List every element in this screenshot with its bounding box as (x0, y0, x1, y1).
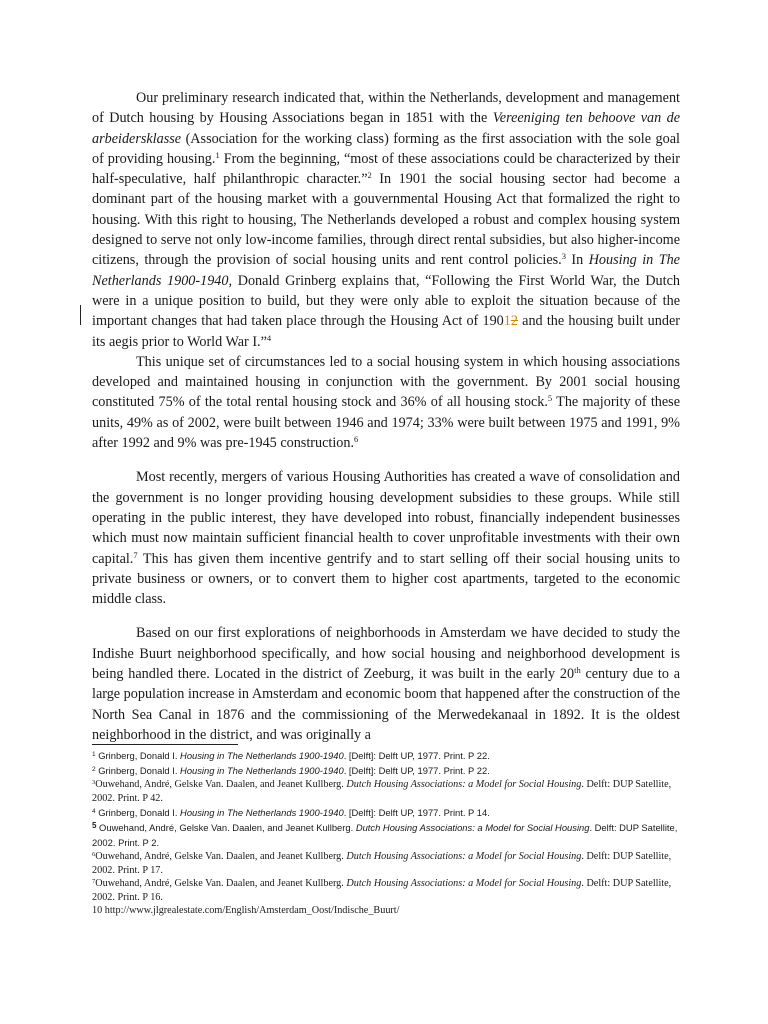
document-body (92, 88, 680, 745)
text-run: In 1901 the social housing sector had become a dominant part of the housing market with a gouvernmental Housing Act that formalized the right to housing. With this right to housing, The Netherlands developed a robust and complex housing system designed to serve not only low-income families, through direct rental subsidies, but also higher-income citizens, through the provision of social housing units and rent control policies. (92, 171, 680, 269)
footnote-title: Dutch Housing Associations: a Model for Social Housing (346, 851, 582, 862)
footnote-ref[interactable]: 6 (354, 434, 359, 445)
footnote-text: . [Delft]: Delft UP, 1977. Print. P 14. (343, 807, 490, 818)
footnote-7 (92, 877, 692, 904)
footnote-title: Dutch Housing Associations: a Model for Social Housing (346, 779, 582, 790)
ordinal-suffix: th (574, 665, 581, 676)
footnote-text: Grinberg, Donald I. (95, 750, 181, 761)
italic-title: Vereeniging ten behoove van de arbeidersklasse (92, 110, 681, 147)
footnote-text: . Delft: DUP Satellite, 2002. Print. P 16. (92, 878, 672, 903)
text-run: This unique set of circumstances led to a social housing system in which housing associations developed and maintained housing in conjunction with the government. By 2001 social housing constituted 75% of the total rental housing stock and 36% of all housing stock. (92, 353, 680, 411)
text-run: century due to a large population increase in Amsterdam and economic boom that happened after the construction of the North Sea Canal in 1876 and the commissioning of the Merwedekanaal in 1892. It is the oldest neighborhood in the district, and was originally a (92, 666, 681, 743)
footnote-number: 1 (92, 751, 96, 758)
footnote-link[interactable]: 10 http://www.jlgrealestate.com/English/Amsterdam_Oost/Indische_Buurt/ (92, 905, 400, 916)
footnote-title: Dutch Housing Associations: a Model for Social Housing (355, 822, 590, 833)
text-run: Donald Grinberg explains that, “Following the First World War, the Dutch were in a unique position to build, but they were only able to exploit the situation because of the important changes that had taken place through the Housing Act of 190 (92, 272, 680, 330)
footnote-title: Housing in The Netherlands 1900-1940 (180, 750, 344, 761)
footnote-number: 7 (92, 878, 96, 885)
paragraph-3 (92, 467, 680, 609)
footnote-ref[interactable]: 7 (133, 549, 138, 560)
footnote-text: . Delft: DUP Satellite, 2002. Print. P 2. (92, 822, 678, 848)
footnote-4 (92, 805, 692, 820)
footnote-ref[interactable]: 1 (215, 149, 220, 160)
footnote-number: 3 (92, 779, 96, 786)
footnote-ref[interactable]: 2 (367, 170, 372, 181)
footnote-5 (92, 820, 692, 850)
paragraph-2 (92, 352, 680, 453)
footnote-title: Housing in The Netherlands 1900-1940 (180, 765, 344, 776)
footnote-separator (92, 744, 238, 745)
footnote-text: . [Delft]: Delft UP, 1977. Print. P 22. (343, 765, 490, 776)
footnote-text: . Delft: DUP Satellite, 2002. Print. P 42. (92, 779, 672, 804)
tracked-deletion[interactable]: 2 (510, 313, 518, 330)
footnote-2 (92, 763, 692, 778)
footnote-number: 4 (92, 808, 96, 815)
paragraph-gap (92, 609, 680, 623)
paragraph-gap (92, 453, 680, 467)
italic-title: Housing in The Netherlands 1900-1940, (92, 252, 680, 289)
footnote-text: . [Delft]: Delft UP, 1977. Print. P 22. (343, 750, 490, 761)
footnote-title: Dutch Housing Associations: a Model for Social Housing (346, 878, 582, 889)
footnote-number: 5 (92, 821, 97, 830)
text-run: (Association for the working class) forming as the first association with the sole goal of providing housing. (92, 130, 680, 167)
footnote-text: Grinberg, Donald I. (95, 765, 181, 776)
footnote-text: Ouwehand, André, Gelske Van. Daalen, and Jeanet Kullberg. (96, 822, 356, 833)
footnote-text: Ouwehand, André, Gelske Van. Daalen, and Jeanet Kullberg. (95, 779, 347, 790)
text-run: and the housing built under its aegis prior to World War I.” (92, 313, 680, 350)
text-run: Most recently, mergers of various Housing Authorities has created a wave of consolidation and the government is no longer providing housing development subsidies to these groups. While still operating in the public interest, they have developed into robust, financially independent businesses which must now maintain sufficient financial health to cover unprofitable investments with their own capital. (92, 469, 680, 567)
paragraph-1 (92, 88, 680, 352)
footnote-number: 6 (92, 851, 96, 858)
tracked-insertion[interactable]: 1 (503, 313, 511, 330)
footnotes (92, 748, 692, 918)
footnote-ref[interactable]: 4 (266, 332, 272, 343)
text-run: This has given them incentive gentrify and to start selling off their social housing units to private business or owners, or to convert them to higher cost apartments, targeted to the economic middle class. (92, 550, 680, 608)
footnote-text: Grinberg, Donald I. (95, 807, 181, 818)
footnote-title: Housing in The Netherlands 1900-1940 (180, 807, 344, 818)
text-run: From the beginning, “most of these associations could be characterized by their half-speculative, half philanthropic character.” (92, 150, 681, 188)
footnote-text: . Delft: DUP Satellite, 2002. Print. P 17. (92, 851, 672, 876)
footnote-ref[interactable]: 5 (547, 393, 553, 404)
footnote-text: Ouwehand, André, Gelske Van. Daalen, and Jeanet Kullberg. (95, 851, 347, 862)
footnote-number: 2 (92, 766, 96, 773)
revision-change-bar (80, 305, 81, 325)
footnote-url (92, 904, 692, 918)
footnote-1 (92, 748, 692, 763)
footnote-3 (92, 778, 692, 805)
footnote-ref[interactable]: 3 (561, 251, 566, 262)
text-run: In (565, 252, 589, 269)
text-run: Our preliminary research indicated that, within the Netherlands, development and management of Dutch housing by Housing Associations began in 1851 with the (92, 90, 680, 127)
paragraph-4 (92, 623, 680, 745)
footnote-6 (92, 850, 692, 877)
text-run: Based on our first explorations of neighborhoods in Amsterdam we have decided to study the Indishe Buurt neighborhood specifically, and how social housing and neighborhood development is being handled there. Located in the district of Zeeburg, it was built in the early 20 (92, 625, 680, 683)
text-run: The majority of these units, 49% as of 2002, were built between 1946 and 1974; 33% were built between 1975 and 1991, 9% after 1992 and 9% was pre-1945 construction. (92, 394, 680, 452)
footnote-text: Ouwehand, André, Gelske Van. Daalen, and Jeanet Kullberg. (95, 878, 347, 889)
